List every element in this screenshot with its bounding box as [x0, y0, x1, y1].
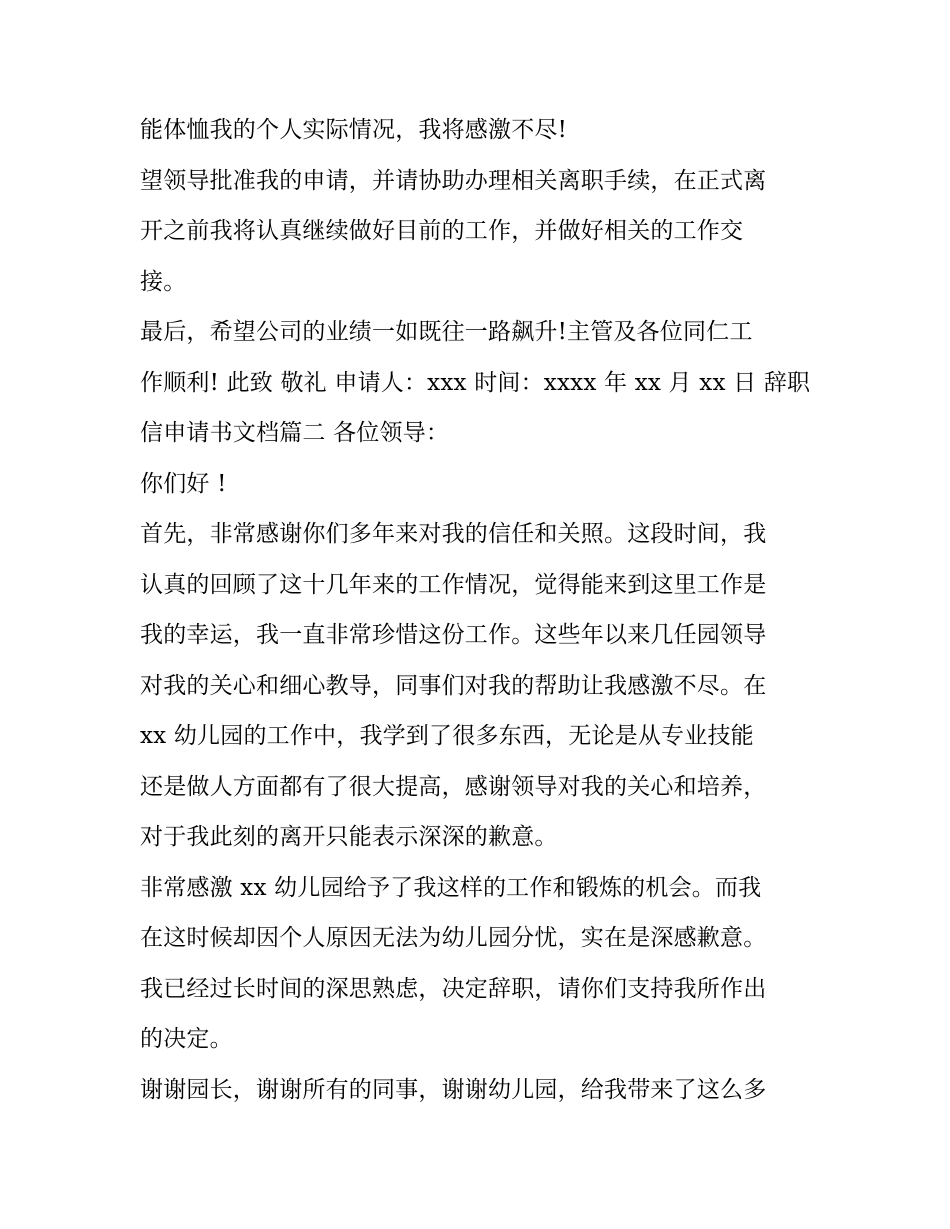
- text-line: 我已经过长时间的深思熟虑，决定辞职，请你们支持我所作出: [140, 975, 767, 1002]
- text-line: 信申请书文档篇二 各位领导：: [140, 420, 450, 446]
- text-line: 望领导批准我的申请，并请协助办理相关离职手续，在正式离: [140, 167, 767, 194]
- text-line: 最后，希望公司的业绩一如既往一路飙升!主管及各位同仁工: [140, 319, 753, 345]
- text-line: 能体恤我的个人实际情况，我将感激不尽!: [140, 117, 568, 143]
- text-line: 你们好 !: [140, 470, 227, 497]
- text-line: 谢谢园长，谢谢所有的同事，谢谢幼儿园，给我带来了这么多: [140, 1076, 767, 1103]
- text-line: 在这时候却因个人原因无法为幼儿园分忧，实在是深感歉意。: [140, 925, 767, 951]
- text-line: 开之前我将认真继续做好目前的工作，并做好相关的工作交: [140, 218, 744, 244]
- text-line: 首先，非常感谢你们多年来对我的信任和关照。这段时间，我: [140, 521, 767, 547]
- text-line: xx 幼儿园的工作中，我学到了很多东西，无论是从专业技能: [140, 723, 754, 749]
- text-line: 对我的关心和细心教导，同事们对我的帮助让我感激不尽。在: [140, 672, 767, 699]
- text-line: 认真的回顾了这十几年来的工作情况，觉得能来到这里工作是: [140, 571, 767, 598]
- text-line: 接。: [140, 268, 187, 295]
- text-line: 我的幸运，我一直非常珍惜这份工作。这些年以来几任园领导: [140, 622, 767, 648]
- text-line: 的决定。: [140, 1026, 233, 1052]
- text-line: 还是做人方面都有了很大提高，感谢领导对我的关心和培养，: [140, 773, 767, 800]
- text-line: 非常感激 xx 幼儿园给予了我这样的工作和锻炼的机会。而我: [140, 874, 762, 901]
- letter-body: [140, 105, 820, 1115]
- text-line: 作顺利! 此致 敬礼 申请人：xxx 时间：xxxx 年 xx 月 xx 日 辞职: [140, 369, 811, 396]
- text-line: 对于我此刻的离开只能表示深深的歉意。: [140, 824, 558, 850]
